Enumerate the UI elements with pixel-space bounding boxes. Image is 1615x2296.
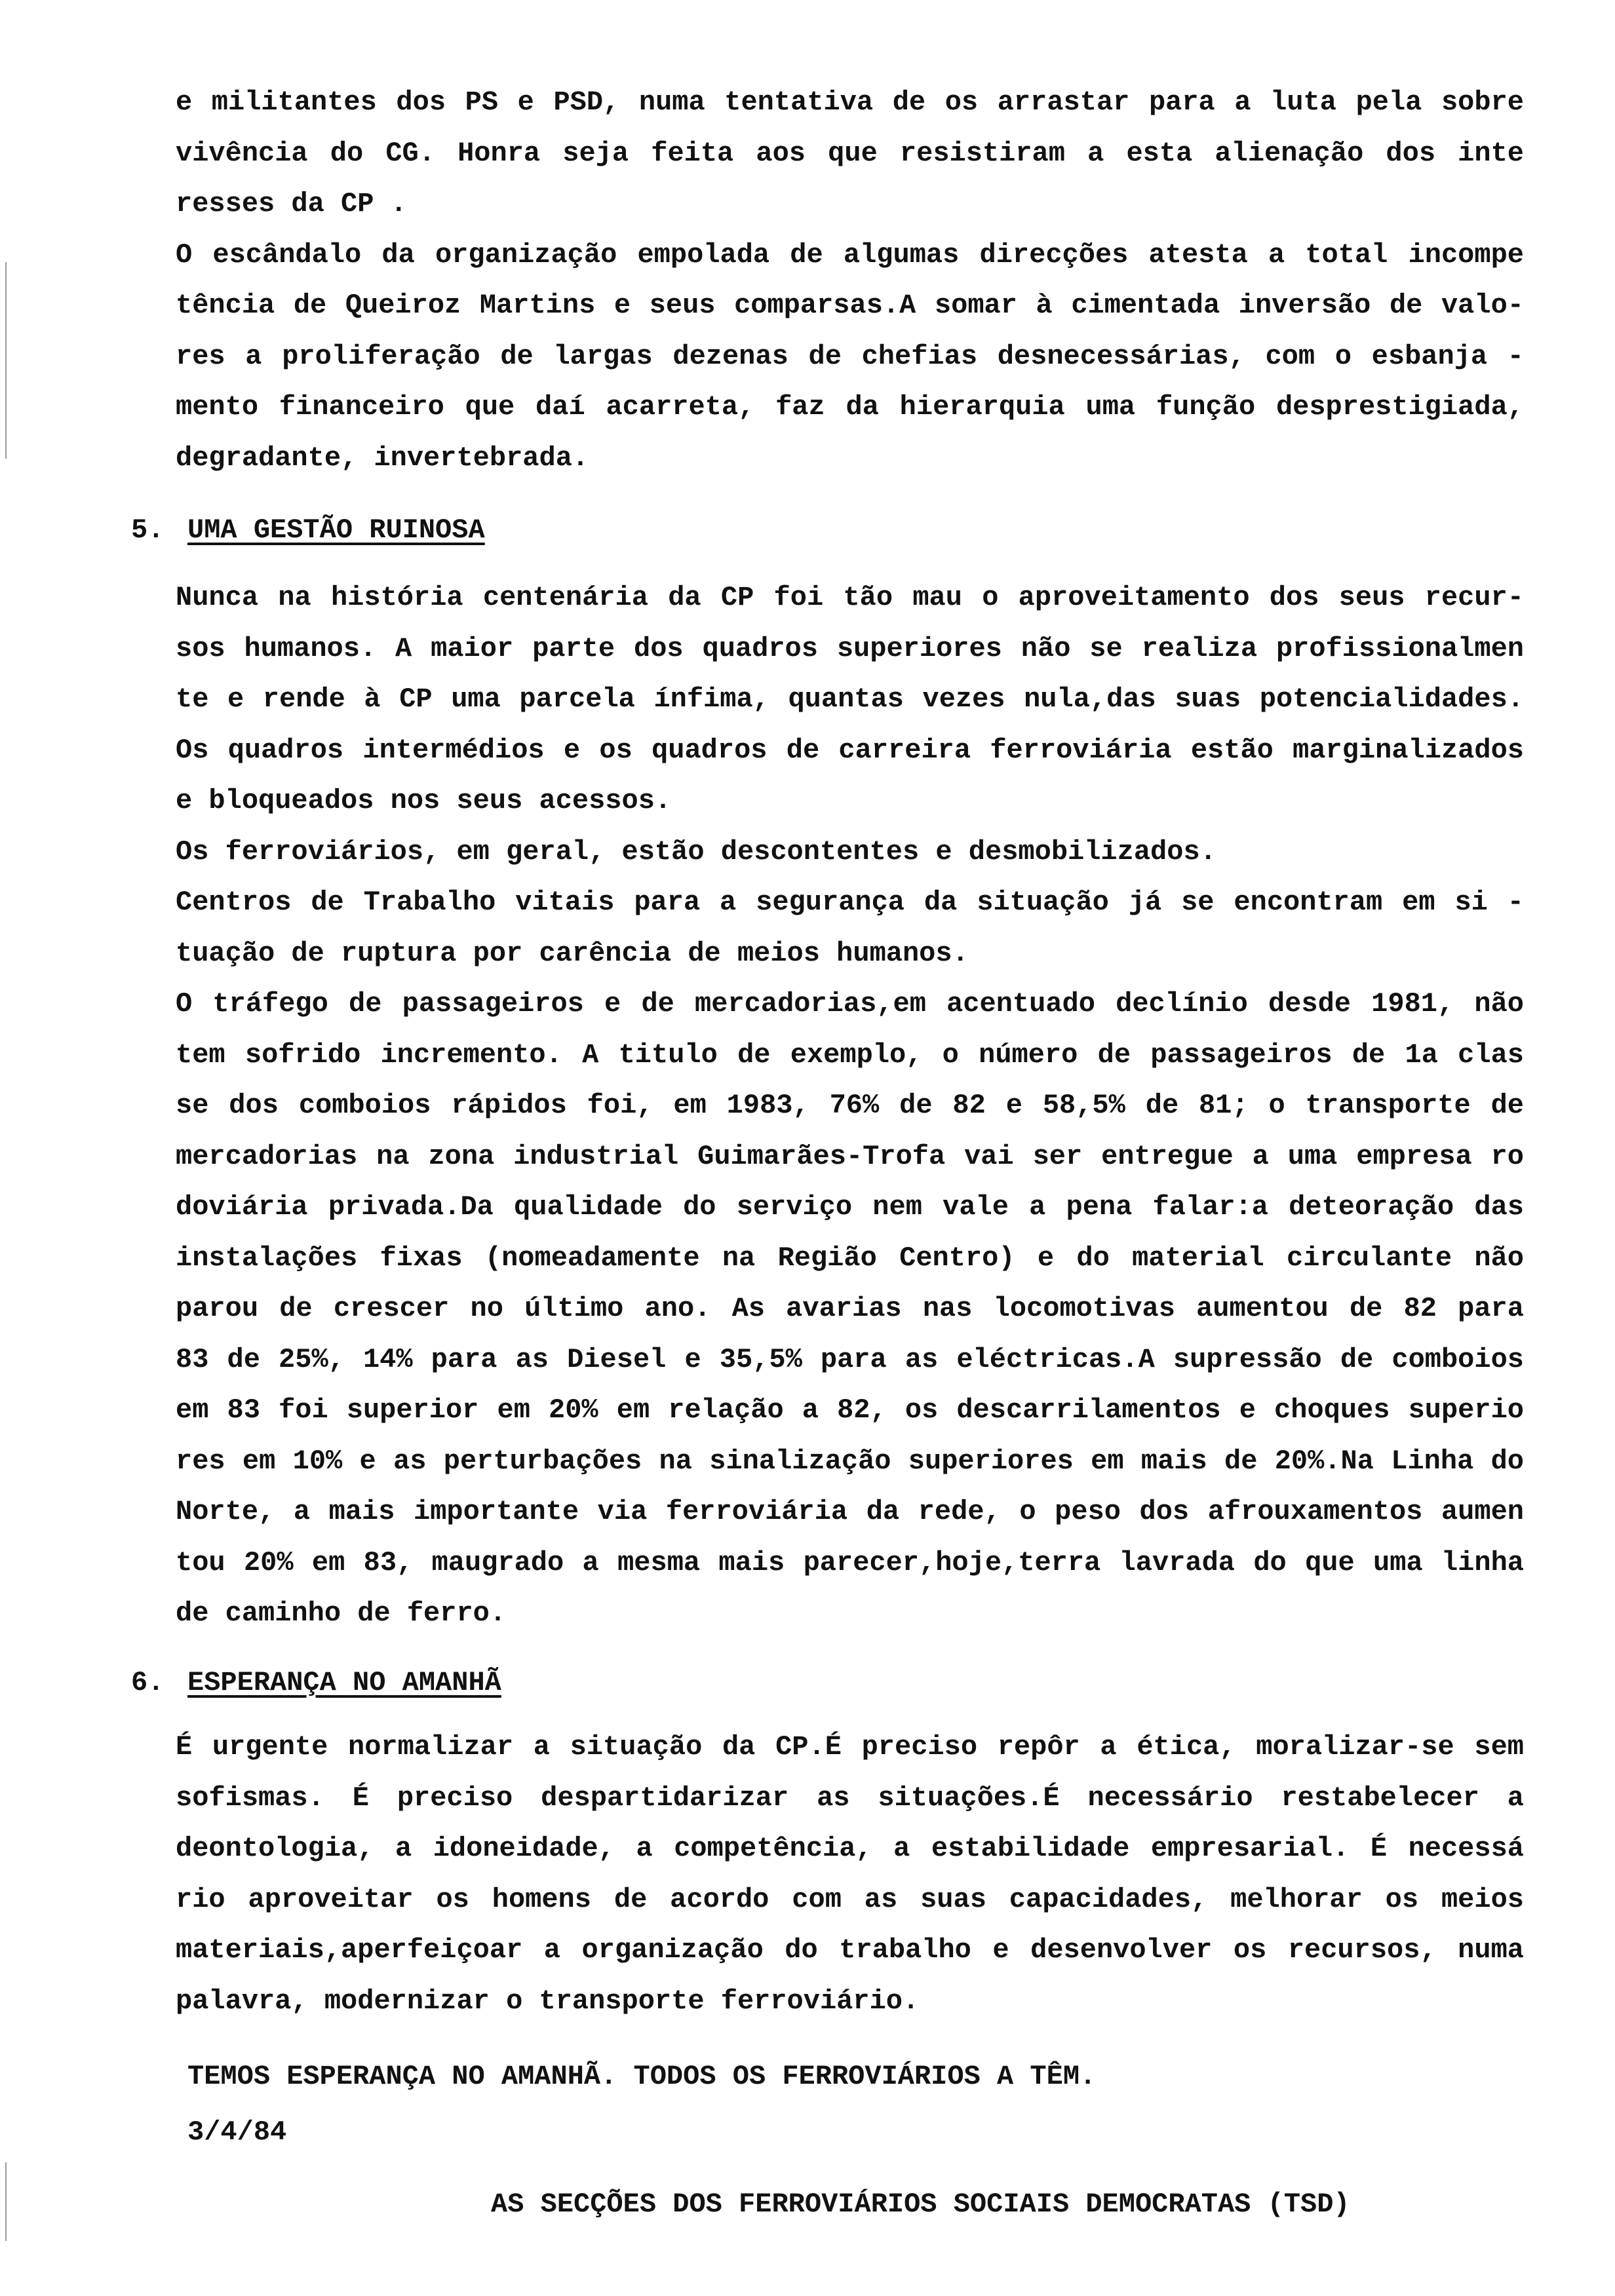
text-line: deontologia, a idoneidade, a competência, a estabilidade empresarial. É necessá	[176, 1833, 1524, 1864]
text-line: palavra, modernizar o transporte ferroviário.	[176, 1985, 920, 2017]
text-line: mento financeiro que daí acarreta, faz da hierarquia uma função desprestigiada,	[176, 391, 1524, 423]
text-line: tem sofrido incremento. A titulo de exemplo, o número de passageiros de 1a clas	[176, 1039, 1524, 1071]
text-line: se dos comboios rápidos foi, em 1983, 76% de 82 e 58,5% de 81; o transporte de	[176, 1090, 1524, 1121]
margin-mark	[5, 262, 7, 459]
text-line: res a proliferação de largas dezenas de chefias desnecessárias, com o esbanja -	[176, 340, 1524, 372]
document-date: 3/4/84	[187, 2116, 287, 2148]
text-line: O escândalo da organização empolada de algumas direcções atesta a total incompe	[176, 239, 1524, 271]
text-line: te e rende à CP uma parcela ínfima, quantas vezes nula,das suas potencialidades.	[176, 683, 1524, 715]
text-line: Centros de Trabalho vitais para a segurança da situação já se encontram em si -	[176, 887, 1524, 918]
text-line: tência de Queiroz Martins e seus comparsas.A somar à cimentada inversão de valo-	[176, 290, 1524, 321]
text-line: res em 10% e as perturbações na sinalização superiores em mais de 20%.Na Linha do	[176, 1445, 1524, 1477]
text-line: rio aproveitar os homens de acordo com as suas capacidades, melhorar os meios	[176, 1883, 1524, 1915]
text-line: doviária privada.Da qualidade do serviço nem vale a pena falar:a deteoração das	[176, 1191, 1524, 1223]
text-line: parou de crescer no último ano. As avarias nas locomotivas aumentou de 82 para	[176, 1293, 1524, 1324]
text-line: sofismas. É preciso despartidarizar as situações.É necessário restabelecer a	[176, 1782, 1524, 1814]
text-line: resses da CP .	[176, 188, 407, 220]
text-line: e bloqueados nos seus acessos.	[176, 785, 672, 816]
text-line: sos humanos. A maior parte dos quadros superiores não se realiza profissionalmen	[176, 632, 1524, 664]
text-line: materiais,aperfeiçoar a organização do trabalho e desenvolver os recursos, numa	[176, 1934, 1524, 1966]
text-line: em 83 foi superior em 20% em relação a 82, os descarrilamentos e choques superio	[176, 1394, 1524, 1426]
text-line: Os quadros intermédios e os quadros de carreira ferroviária estão marginalizados	[176, 734, 1524, 766]
text-line: tou 20% em 83, maugrado a mesma mais parecer,hoje,terra lavrada do que uma linha	[176, 1546, 1524, 1578]
text-line: Os ferroviários, em geral, estão descontentes e desmobilizados.	[176, 835, 1216, 868]
margin-mark	[5, 2162, 7, 2241]
text-line: degradante, invertebrada.	[176, 442, 589, 474]
text-line: Nunca na história centenária da CP foi tão mau o aproveitamento dos seus recur-	[176, 582, 1524, 613]
text-line: instalações fixas (nomeadamente na Região Centro) e do material circulante não	[176, 1242, 1524, 1274]
text-line: tuação de ruptura por carência de meios humanos.	[176, 937, 969, 969]
text-line: vivência do CG. Honra seja feita aos que resistiram a esta alienação dos inte	[176, 137, 1524, 169]
section-5-heading: UMA GESTÃO RUINOSA	[187, 514, 485, 546]
text-line: mercadorias na zona industrial Guimarães-Trofa vai ser entregue a uma empresa ro	[176, 1140, 1524, 1172]
text-line: 83 de 25%, 14% para as Diesel e 35,5% para as eléctricas.A supressão de comboios	[176, 1343, 1524, 1375]
closing-statement: TEMOS ESPERANÇA NO AMANHÃ. TODOS OS FERROVIÁRIOS A TÊM.	[187, 2061, 1097, 2092]
text-line: Norte, a mais importante via ferroviária da rede, o peso dos afrouxamentos aumen	[176, 1496, 1524, 1527]
section-6-heading: ESPERANÇA NO AMANHÃ	[187, 1667, 501, 1698]
text-line: É urgente normalizar a situação da CP.É preciso repôr a ética, moralizar-se sem	[176, 1731, 1524, 1763]
section-6-number: 6.	[131, 1667, 165, 1698]
section-5-number: 5.	[131, 514, 165, 546]
text-line: de caminho de ferro.	[176, 1598, 507, 1629]
text-line: O tráfego de passageiros e de mercadorias,em acentuado declínio desde 1981, não	[176, 988, 1524, 1020]
text-line: e militantes dos PS e PSD, numa tentativa de os arrastar para a luta pela sobre	[176, 86, 1524, 118]
signature: AS SECÇÕES DOS FERROVIÁRIOS SOCIAIS DEMOCRATAS (TSD)	[491, 2189, 1350, 2220]
